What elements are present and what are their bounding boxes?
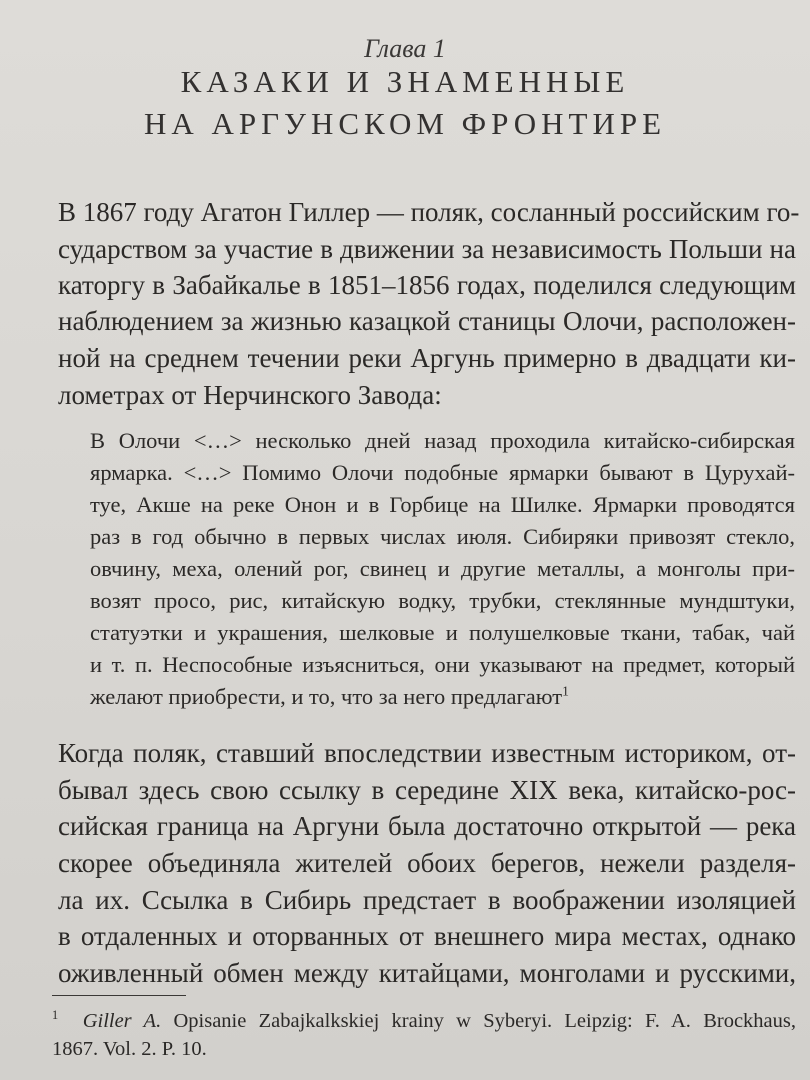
text-line: оживленный обмен между китайцами, монголами и русскими, (58, 958, 796, 988)
quote-line: возят просо, рис, китайскую водку, трубки, стеклянные мундштуки, (90, 588, 795, 613)
footnote-author: Giller A. (82, 1010, 162, 1032)
quote-line: и т. п. Неспособные изъясниться, они указывают на предмет, который (90, 652, 795, 677)
text-line: наблюдением за жизнью казацкой станицы Олочи, расположен- (58, 306, 796, 336)
quote-line: овчину, меха, олений рог, свинец и другие металлы, а монголы при- (90, 556, 795, 581)
footnote-number: 1 (52, 1008, 59, 1023)
text-line: Когда поляк, ставший впоследствии известным историком, от- (58, 738, 796, 768)
text-line: каторгу в Забайкалье в 1851–1856 годах, поделился следующим (58, 270, 796, 300)
text-line: лометрах от Нерчинского Завода: (58, 380, 442, 410)
chapter-title-line-2: НА АРГУНСКОМ ФРОНТИРЕ (143, 106, 667, 141)
footnote-reference[interactable]: 1 (562, 683, 569, 699)
footnote-divider (52, 995, 186, 996)
footnote-line-2: 1867. Vol. 2. P. 10. (52, 1038, 207, 1060)
chapter-label: Глава 1 (364, 34, 446, 63)
footnote-line-1 (52, 1010, 796, 1033)
quote-line: статуэтки и украшения, шелковые и полушелковые ткани, табак, чай (90, 620, 795, 645)
quote-text: желают приобрести, и то, что за него предлагают (90, 684, 563, 709)
quote-line: туе, Акше на реке Онон и в Горбице на Шилке. Ярмарки проводятся (90, 492, 795, 517)
text-line: ла их. Ссылка в Сибирь предстает в воображении изоляцией (58, 885, 796, 915)
quote-line: В Олочи <…> несколько дней назад проходила китайско-сибирская (90, 428, 795, 453)
quote-line-last (90, 684, 795, 710)
text-line: в отдаленных и оторванных от внешнего мира местах, однако (58, 921, 796, 951)
text-line: сударством за участие в движении за независимость Польши на (58, 234, 796, 264)
text-line: ной на среднем течении реки Аргунь примерно в двадцати ки- (58, 343, 796, 373)
text-line: скорее объединяла жителей обоих берегов, нежели разделя- (58, 848, 796, 878)
text-line: сийская граница на Аргуни была достаточно открытой — река (58, 811, 796, 841)
footnote-citation: Opisanie Zabajkalkskiej krainy w Syberyi. Leipzig: F. A. Brockhaus, (161, 1010, 796, 1032)
text-line: В 1867 году Агатон Гиллер — поляк, сосланный российским го- (58, 197, 800, 227)
text-line: бывал здесь свою ссылку в середине XIX века, китайско-рос- (58, 775, 796, 805)
quote-line: ярмарка. <…> Помимо Олочи подобные ярмарки бывают в Цурухай- (90, 460, 795, 485)
quote-line: раз в год обычно в первых числах июля. Сибиряки привозят стекло, (90, 524, 795, 549)
chapter-title-line-1: КАЗАКИ И ЗНАМЕННЫЕ (180, 64, 630, 99)
